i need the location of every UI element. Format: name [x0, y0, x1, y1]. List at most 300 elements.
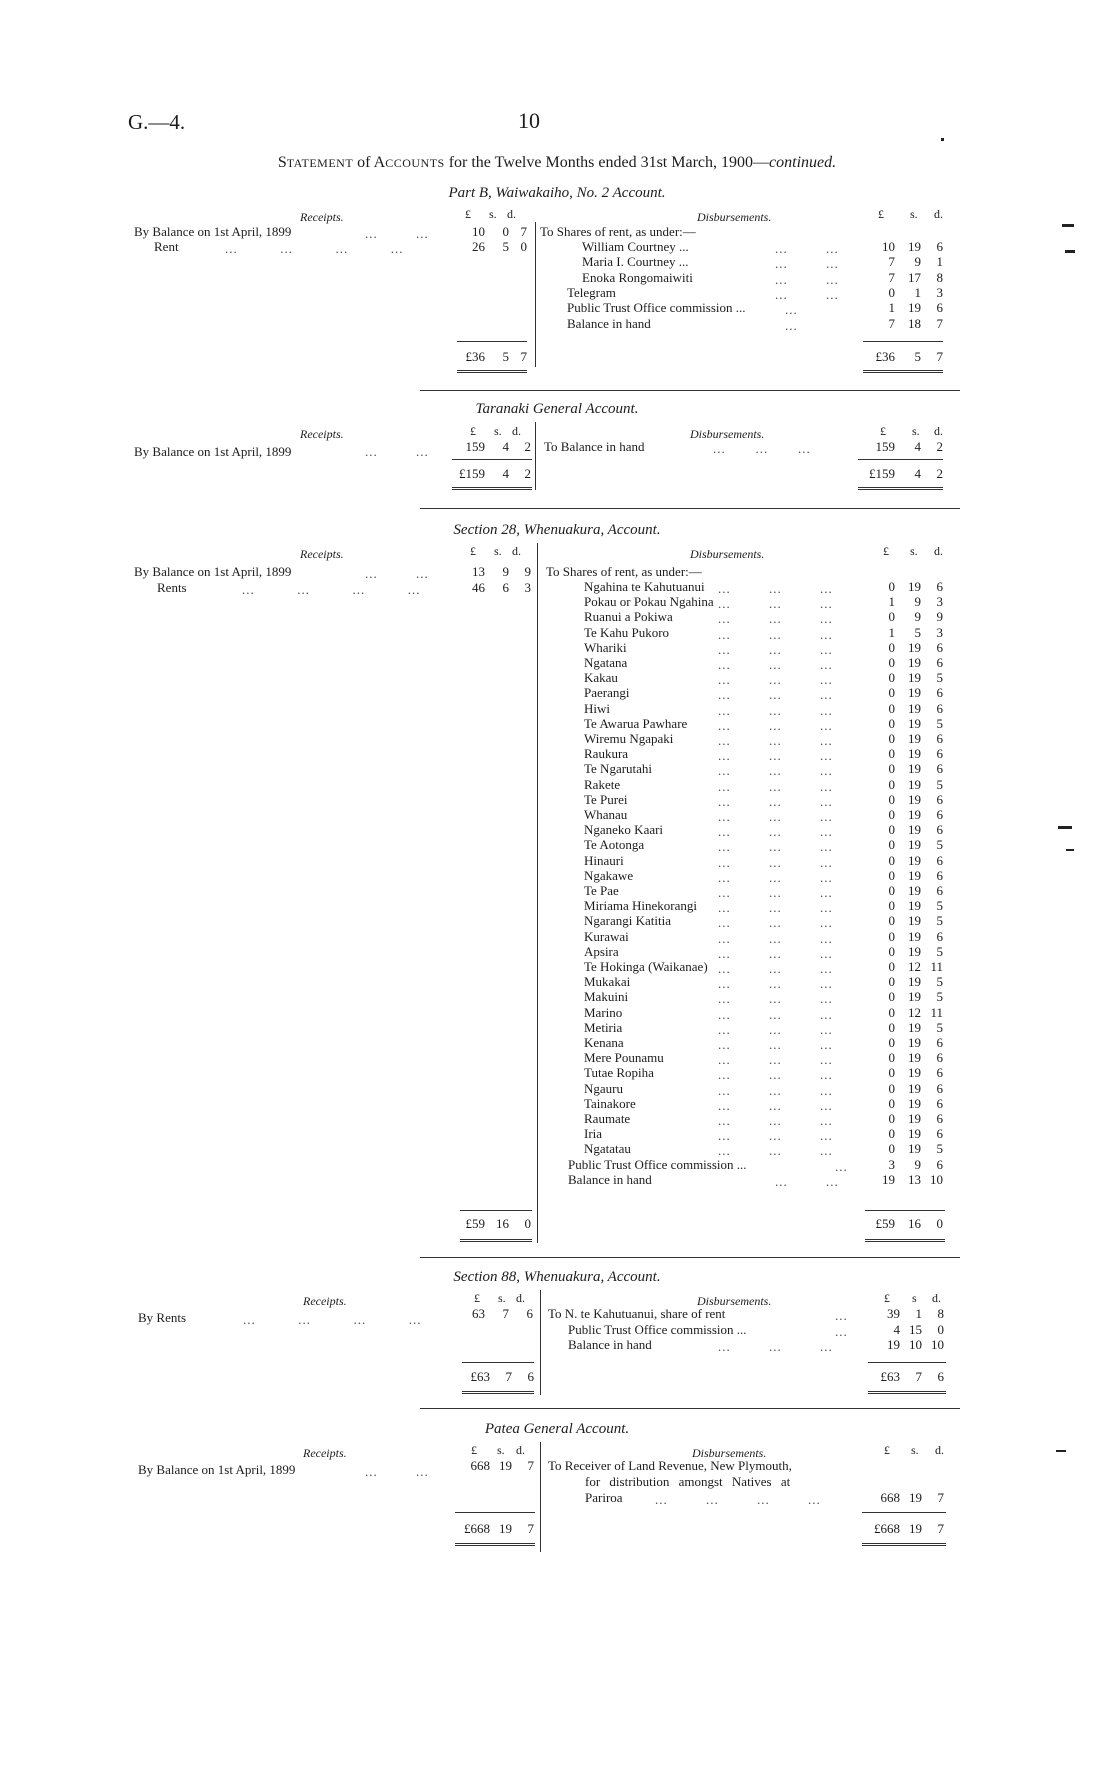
- disbursement-pence: 6: [936, 1050, 943, 1066]
- leader-dots: ... ...: [775, 286, 839, 302]
- receipt-pence: 6: [526, 1306, 533, 1321]
- total-pounds: £668: [464, 1521, 490, 1536]
- title-rest: for the Twelve Months ended 31st March, 1900—: [444, 154, 770, 171]
- disbursement-pence: 0: [937, 1321, 944, 1337]
- disbursement-label: Kakau: [584, 670, 618, 686]
- pound-header: £: [470, 544, 476, 558]
- disbursement-shillings: 19: [908, 913, 921, 929]
- disbursement-pence: 6: [936, 655, 943, 670]
- disbursement-pence: 3: [936, 624, 943, 640]
- leader-dots: ... ... ...: [718, 809, 833, 824]
- leader-dots: ... ... ...: [718, 885, 833, 900]
- leader-dots: ... ... ...: [718, 1339, 833, 1354]
- disbursement-pence: 3: [936, 284, 943, 300]
- total-shillings: 5: [914, 349, 921, 364]
- disbursement-pounds: 0: [888, 1019, 895, 1035]
- sum-rule: [457, 341, 527, 342]
- sum-rule: [462, 1362, 534, 1363]
- disbursement-shillings: 9: [914, 594, 921, 610]
- leader-dots: ... ... ...: [718, 869, 833, 885]
- disbursement-pounds: 1: [888, 300, 895, 316]
- disbursement-pence: 5: [936, 913, 943, 929]
- disbursement-pence: 6: [936, 1065, 943, 1081]
- disbursement-shillings: 12: [908, 959, 921, 974]
- total-pence: 7: [520, 349, 527, 364]
- total-pounds: £36: [465, 349, 485, 364]
- pence-header: d.: [516, 1443, 525, 1457]
- leader-dots: ... ... ...: [718, 657, 833, 672]
- receipt-pence: 3: [524, 580, 531, 595]
- disbursement-pence: 6: [936, 867, 943, 883]
- disbursement-pence: 5: [936, 943, 943, 959]
- leader-dots: ...: [785, 317, 798, 333]
- disbursement-shillings: 19: [908, 1065, 921, 1081]
- disbursement-pence: 6: [936, 1035, 943, 1050]
- double-rule: [460, 1239, 532, 1242]
- disbursement-pounds: 0: [888, 791, 895, 807]
- disbursement-label: Ngarangi Katitia: [584, 913, 671, 929]
- disbursement-label: William Courtney ...: [582, 239, 689, 254]
- disbursement-pounds: 19: [882, 1171, 895, 1187]
- total-pounds: £36: [875, 349, 895, 364]
- double-rule: [457, 370, 527, 373]
- disbursement-pence: 5: [936, 776, 943, 792]
- disbursement-pounds: 0: [888, 974, 895, 990]
- disbursement-label: Raumate: [584, 1111, 631, 1126]
- sum-rule: [862, 1512, 946, 1513]
- title-of: of: [353, 154, 374, 171]
- disbursement-pence: 6: [936, 700, 943, 716]
- disbursement-label: Mukakai: [584, 974, 631, 990]
- disbursement-label: Ngahina te Kahutuanui: [584, 579, 705, 594]
- disbursement-pounds: 0: [888, 1065, 895, 1081]
- disbursement-pounds: 0: [888, 1035, 895, 1050]
- disbursement-label: Te Awarua Pawhare: [584, 715, 688, 731]
- sum-rule: [863, 341, 943, 342]
- disbursement-pence: 6: [936, 1111, 943, 1126]
- disbursement-label: Enoka Rongomaiwiti: [582, 269, 693, 285]
- disbursement-pence: 6: [936, 883, 943, 898]
- disbursement-shillings: 19: [908, 883, 921, 898]
- total-shillings: 7: [505, 1369, 512, 1384]
- disbursement-pounds: 0: [888, 837, 895, 853]
- disbursement-shillings: 19: [908, 1050, 921, 1066]
- disbursement-shillings: 19: [908, 670, 921, 686]
- receipt-pence: 9: [524, 564, 531, 579]
- total-pence: 6: [527, 1369, 534, 1384]
- disbursement-label: Te Pae: [584, 883, 619, 898]
- disbursement-shillings: 19: [908, 1080, 921, 1096]
- disbursement-pounds: 0: [888, 776, 895, 792]
- disbursement-label: Whariki: [584, 639, 627, 655]
- shilling-header: s.: [489, 207, 497, 221]
- leader-dots: ... ... ...: [718, 961, 833, 976]
- disbursement-shillings: 19: [908, 300, 921, 316]
- total-shillings: 4: [914, 466, 921, 481]
- disbursement-shillings: 19: [908, 715, 921, 731]
- total-pence: 6: [937, 1369, 944, 1384]
- disbursement-pounds: 7: [888, 254, 895, 270]
- disbursement-pence: 6: [936, 822, 943, 838]
- document-reference: G.—4.: [128, 110, 186, 134]
- leader-dots: ... ...: [365, 226, 429, 241]
- pound-header: £: [883, 544, 889, 558]
- disbursement-pounds: 0: [888, 609, 895, 625]
- disbursement-pounds: 0: [888, 989, 895, 1005]
- pence-header: d.: [935, 1443, 944, 1457]
- page-number: 10: [518, 108, 540, 133]
- disbursement-label: Te Kahu Pukoro: [584, 624, 670, 640]
- leader-dots: ... ... ... ...: [655, 1492, 821, 1507]
- disbursement-shillings: 19: [908, 639, 921, 655]
- disbursement-pence: 7: [936, 315, 943, 331]
- disbursement-pounds: 159: [875, 439, 895, 454]
- receipt-label: Rent: [154, 239, 179, 254]
- disbursement-pounds: 0: [888, 1004, 895, 1020]
- disbursement-pounds: 10: [882, 239, 895, 254]
- receipt-label: Rents: [157, 580, 187, 595]
- leader-dots: ... ... ...: [713, 441, 811, 456]
- double-rule: [462, 1391, 534, 1394]
- disbursement-pounds: 7: [888, 269, 895, 285]
- disbursement-pence: 6: [936, 1095, 943, 1111]
- receipt-label: By Balance on 1st April, 1899: [138, 1462, 296, 1477]
- leader-dots: ... ... ...: [718, 1128, 833, 1144]
- pence-header: d.: [934, 544, 943, 558]
- disbursement-pence: 6: [936, 928, 943, 944]
- disbursement-pounds: 1: [888, 594, 895, 610]
- disbursement-pounds: 0: [888, 715, 895, 731]
- column-rule: [535, 422, 536, 490]
- total-pence: 2: [936, 466, 943, 481]
- leader-dots: ... ... ...: [718, 824, 833, 840]
- disbursement-pounds: 0: [888, 883, 895, 898]
- disbursement-pence: 6: [936, 1126, 943, 1142]
- pound-header: £: [470, 424, 476, 438]
- receipt-pounds: 668: [470, 1458, 490, 1473]
- disbursement-shillings: 19: [909, 1490, 922, 1505]
- leader-dots: ... ... ...: [718, 641, 833, 657]
- leader-dots: ... ... ...: [718, 1052, 833, 1068]
- disbursement-pounds: 4: [893, 1321, 900, 1337]
- disbursement-label: Public Trust Office commission ...: [568, 1321, 747, 1337]
- total-pounds: £59: [875, 1216, 895, 1231]
- disbursement-pence: 5: [936, 715, 943, 731]
- leader-dots: ... ...: [365, 1464, 429, 1479]
- section-divider: [420, 1408, 960, 1409]
- disbursement-shillings: 19: [908, 1111, 921, 1126]
- disbursement-heading: To Shares of rent, as under:—: [546, 564, 702, 579]
- disbursement-label: Kurawai: [584, 928, 629, 944]
- disbursement-pounds: 0: [888, 1050, 895, 1066]
- disbursement-pounds: 0: [888, 898, 895, 914]
- disbursement-label: Ruanui a Pokiwa: [584, 609, 673, 625]
- double-rule: [455, 1543, 535, 1546]
- disbursement-pounds: 39: [887, 1306, 900, 1321]
- receipt-pounds: 46: [472, 580, 485, 595]
- disbursement-shillings: 15: [909, 1321, 922, 1337]
- section-divider: [420, 1257, 960, 1258]
- shilling-header: s.: [911, 1443, 919, 1457]
- receipts-label: Receipts.: [300, 547, 344, 561]
- receipt-pounds: 159: [465, 439, 485, 454]
- disbursement-label: Balance in hand: [568, 1171, 652, 1187]
- leader-dots: ... ... ...: [718, 596, 833, 612]
- disbursement-pence: 2: [936, 439, 943, 454]
- title-word-1: TATEMENT: [286, 156, 354, 170]
- disbursement-label: Te Purei: [584, 791, 628, 807]
- disbursement-pounds: 0: [888, 928, 895, 944]
- leader-dots: ... ... ...: [718, 626, 833, 642]
- disbursement-pounds: 0: [888, 1111, 895, 1126]
- disbursement-shillings: 19: [908, 1035, 921, 1050]
- leader-dots: ... ... ...: [718, 1037, 833, 1052]
- leader-dots: ... ... ...: [718, 793, 833, 809]
- disbursement-shillings: 13: [908, 1171, 921, 1187]
- leader-dots: ... ... ... ...: [242, 582, 421, 597]
- disbursement-pence: 6: [936, 239, 943, 254]
- total-shillings: 7: [915, 1369, 922, 1384]
- disbursement-label: Mere Pounamu: [584, 1050, 664, 1066]
- disbursement-pence: 6: [936, 852, 943, 868]
- disbursement-pounds: 0: [888, 943, 895, 959]
- disbursement-pence: 10: [931, 1337, 944, 1352]
- disbursement-label: Miriama Hinekorangi: [584, 898, 697, 914]
- double-rule: [863, 370, 943, 373]
- disbursement-pounds: 0: [888, 731, 895, 746]
- disbursement-pounds: 0: [888, 852, 895, 868]
- disbursement-pounds: 0: [888, 1126, 895, 1142]
- leader-dots: ... ... ...: [718, 1006, 833, 1022]
- sum-rule: [455, 1512, 535, 1513]
- double-rule: [868, 1391, 946, 1394]
- title-word-2: CCOUNTS: [385, 156, 445, 170]
- pence-header: d.: [512, 544, 521, 558]
- sum-rule: [452, 459, 532, 460]
- disbursement-pounds: 0: [888, 913, 895, 929]
- page-mark: [1056, 1450, 1066, 1452]
- disbursements-label: Disbursements.: [690, 547, 765, 561]
- total-shillings: 4: [502, 466, 509, 481]
- leader-dots: ... ... ...: [718, 976, 833, 992]
- disbursement-pence: 3: [936, 594, 943, 610]
- disbursement-pence: 5: [936, 974, 943, 990]
- disbursement-label: Wiremu Ngapaki: [584, 731, 674, 746]
- leader-dots: ... ...: [775, 271, 839, 287]
- disbursement-shillings: 19: [908, 1126, 921, 1142]
- disbursement-shillings: 19: [908, 898, 921, 914]
- disbursement-label: Metiria: [584, 1019, 623, 1035]
- disbursement-pounds: 0: [888, 579, 895, 594]
- disbursement-shillings: 19: [908, 807, 921, 822]
- pound-header: £: [880, 424, 886, 438]
- receipt-label: By Balance on 1st April, 1899: [134, 564, 292, 579]
- leader-dots: ... ... ...: [718, 687, 833, 703]
- disbursement-label: Apsira: [584, 943, 619, 959]
- disbursement-shillings: 19: [908, 1141, 921, 1157]
- pound-header: £: [471, 1443, 477, 1457]
- leader-dots: ... ... ...: [718, 581, 833, 596]
- total-shillings: 16: [496, 1216, 509, 1231]
- disbursement-label: Public Trust Office commission ...: [568, 1156, 747, 1172]
- receipt-pence: 7: [527, 1458, 534, 1473]
- disbursement-pence: 6: [936, 1080, 943, 1096]
- leader-dots: ... ... ...: [718, 915, 833, 931]
- title-initial-2: A: [373, 154, 386, 171]
- disbursement-shillings: 19: [908, 928, 921, 944]
- section-divider: [420, 508, 960, 509]
- total-shillings: 19: [909, 1521, 922, 1536]
- receipt-pounds: 13: [472, 564, 485, 579]
- disbursement-pence: 6: [936, 807, 943, 822]
- pound-header: £: [884, 1291, 890, 1305]
- disbursement-pence: 10: [930, 1171, 943, 1187]
- disbursement-pounds: 0: [888, 1095, 895, 1111]
- disbursement-shillings: 19: [908, 867, 921, 883]
- column-rule: [535, 222, 536, 367]
- disbursement-line-3: Pariroa: [585, 1490, 623, 1505]
- disbursement-pounds: 0: [888, 655, 895, 670]
- disbursement-shillings: 19: [908, 731, 921, 746]
- disbursement-shillings: 4: [914, 439, 921, 454]
- total-shillings: 16: [908, 1216, 921, 1231]
- disbursement-pence: 6: [936, 579, 943, 594]
- disbursement-heading: To Shares of rent, as under:—: [540, 224, 696, 239]
- disbursement-shillings: 10: [909, 1337, 922, 1352]
- disbursement-pounds: 0: [888, 867, 895, 883]
- disbursement-label: Hinauri: [584, 852, 624, 868]
- title-initial-1: S: [277, 154, 287, 171]
- pound-header: £: [878, 207, 884, 221]
- pence-header: d.: [934, 207, 943, 221]
- pence-header: d.: [516, 1291, 525, 1305]
- disbursement-pence: 6: [936, 1156, 943, 1172]
- disbursement-label: Rakete: [584, 776, 621, 792]
- disbursement-shillings: 17: [908, 269, 921, 285]
- disbursement-label: Tainakore: [584, 1095, 636, 1111]
- leader-dots: ... ... ...: [718, 611, 833, 627]
- disbursement-label: Kenana: [584, 1035, 624, 1050]
- section-title-waiwakaiho: Part B, Waiwakaiho, No. 2 Account.: [448, 185, 666, 201]
- double-rule: [452, 487, 532, 490]
- disbursement-pence: 5: [936, 670, 943, 686]
- receipt-label: By Rents: [138, 1310, 187, 1325]
- disbursement-shillings: 5: [914, 624, 921, 640]
- disbursement-label: To N. te Kahutuanui, share of rent: [548, 1306, 726, 1321]
- disbursement-shillings: 19: [908, 700, 921, 716]
- disbursement-pounds: 0: [888, 1080, 895, 1096]
- disbursement-shillings: 12: [908, 1004, 921, 1020]
- disbursement-pounds: 7: [888, 315, 895, 331]
- pence-header: d.: [512, 424, 521, 438]
- disbursement-pence: 5: [936, 898, 943, 914]
- disbursement-label: Ngauru: [584, 1080, 623, 1096]
- disbursement-pence: 6: [936, 746, 943, 762]
- receipt-label: By Balance on 1st April, 1899: [134, 224, 292, 239]
- disbursement-pounds: 0: [888, 959, 895, 974]
- leader-dots: ...: [835, 1323, 848, 1339]
- shilling-header: s.: [494, 544, 502, 558]
- disbursement-pounds: 19: [887, 1337, 900, 1352]
- disbursement-pence: 5: [936, 989, 943, 1005]
- total-pence: 7: [936, 349, 943, 364]
- disbursement-label: Hiwi: [584, 700, 610, 716]
- pound-header: £: [474, 1291, 480, 1305]
- disbursement-pounds: 1: [888, 624, 895, 640]
- column-rule: [540, 1442, 541, 1552]
- leader-dots: ... ... ...: [718, 778, 833, 794]
- sum-rule: [858, 459, 943, 460]
- disbursement-pence: 6: [936, 761, 943, 777]
- leader-dots: ... ... ...: [718, 930, 833, 946]
- disbursement-label: Tutae Ropiha: [584, 1065, 654, 1081]
- disbursement-label: Marino: [584, 1004, 623, 1020]
- disbursement-shillings: 9: [914, 254, 921, 270]
- disbursement-pence: 8: [936, 269, 943, 285]
- receipts-label: Receipts.: [303, 1294, 347, 1308]
- disbursement-pounds: 0: [888, 284, 895, 300]
- receipt-pence: 7: [520, 224, 527, 239]
- disbursement-label: Iria: [584, 1126, 603, 1142]
- shilling-header: s: [912, 1291, 917, 1305]
- section-title-taranaki: Taranaki General Account.: [475, 401, 639, 417]
- disbursement-pounds: 0: [888, 1141, 895, 1157]
- pence-header: d.: [934, 424, 943, 438]
- leader-dots: ... ... ...: [718, 748, 833, 764]
- leader-dots: ... ... ...: [718, 945, 833, 961]
- receipt-pence: 0: [520, 239, 527, 254]
- disbursement-label: Telegram: [567, 284, 616, 300]
- disbursement-shillings: 19: [908, 943, 921, 959]
- disbursement-label: Public Trust Office commission ...: [567, 300, 746, 316]
- page-mark: [1066, 849, 1074, 851]
- disbursement-label: Paerangi: [584, 685, 630, 701]
- shilling-header: s.: [497, 1443, 505, 1457]
- disbursement-pence: 6: [936, 300, 943, 316]
- disbursement-pounds: 0: [888, 761, 895, 777]
- disbursement-pence: 5: [936, 1019, 943, 1035]
- leader-dots: ... ... ... ...: [225, 241, 404, 256]
- disbursement-shillings: 19: [908, 239, 921, 254]
- disbursement-pounds: 0: [888, 670, 895, 686]
- disbursement-shillings: 19: [908, 837, 921, 853]
- disbursement-label: Nganeko Kaari: [584, 822, 664, 838]
- leader-dots: ... ... ...: [718, 1113, 833, 1128]
- disbursement-pence: 11: [930, 959, 943, 974]
- disbursement-shillings: 19: [908, 579, 921, 594]
- leader-dots: ... ...: [775, 241, 839, 256]
- shilling-header: s.: [494, 424, 502, 438]
- total-pence: 7: [527, 1521, 534, 1536]
- disbursement-pounds: 0: [888, 822, 895, 838]
- disbursement-pence: 6: [936, 731, 943, 746]
- section-title-section-88: Section 88, Whenuakura, Account.: [453, 1269, 661, 1285]
- receipt-shillings: 19: [499, 1458, 512, 1473]
- double-rule: [865, 1239, 945, 1242]
- title-continued: continued.: [769, 154, 837, 171]
- leader-dots: ... ... ...: [718, 733, 833, 748]
- leader-dots: ... ... ...: [718, 717, 833, 733]
- disbursement-shillings: 1: [915, 1306, 922, 1321]
- leader-dots: ... ... ...: [718, 672, 833, 688]
- leader-dots: ... ...: [775, 1173, 839, 1189]
- receipt-pounds: 26: [472, 239, 485, 254]
- disbursement-label: Ngatana: [584, 655, 628, 670]
- total-shillings: 5: [502, 349, 509, 364]
- leader-dots: ... ...: [365, 566, 429, 581]
- pence-header: d.: [507, 207, 516, 221]
- disbursements-label: Disbursements.: [697, 1294, 772, 1308]
